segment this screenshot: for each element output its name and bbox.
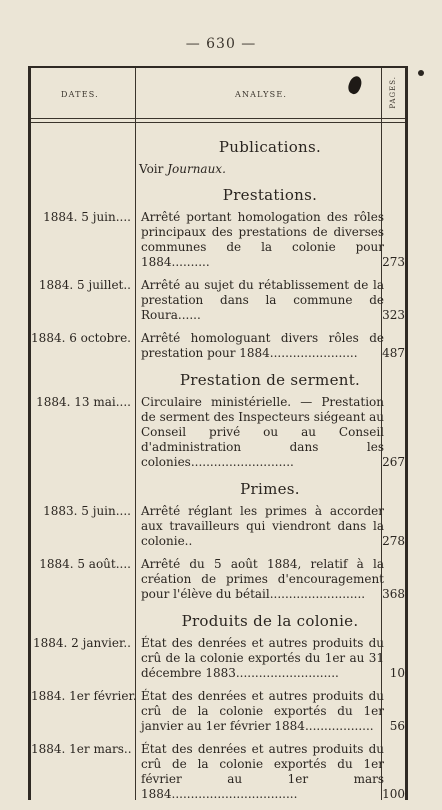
entry-page: 278 bbox=[382, 534, 405, 548]
section-title-serment: Prestation de serment. bbox=[179, 371, 361, 389]
section-title-publications: Publications. bbox=[218, 138, 322, 156]
entry-date: 1884. 1er février. bbox=[31, 689, 137, 703]
entry-row bbox=[31, 278, 405, 323]
section-title-prestations: Prestations. bbox=[222, 186, 318, 204]
entry-row bbox=[31, 331, 405, 361]
page-number: — 630 — bbox=[185, 36, 257, 52]
entry-row bbox=[31, 504, 405, 549]
entry-page: 267 bbox=[382, 455, 405, 469]
entry-date: 1884. 6 octobre. bbox=[31, 331, 131, 345]
entry-text: Arrêté portant homologation des rôles principaux des prestations de diverses communes de la colonie pour 1884.......... bbox=[141, 210, 384, 269]
entry-date: 1884. 2 janvier.. bbox=[33, 636, 131, 650]
entry-date: 1884. 5 juin.... bbox=[43, 210, 131, 224]
entry-text: Arrêté homologuant divers rôles de prestation pour 1884....................... bbox=[141, 331, 384, 360]
entry-page: 487 bbox=[382, 346, 405, 360]
entry-page: 56 bbox=[389, 719, 405, 733]
entry-date: 1884. 13 mai.... bbox=[36, 395, 131, 409]
analyse-header: ANALYSE. bbox=[235, 90, 288, 99]
entry-row bbox=[31, 557, 405, 602]
margin-dot bbox=[418, 70, 424, 76]
entry-date: 1884. 1er mars.. bbox=[31, 742, 132, 756]
entry-date: 1883. 5 juin.... bbox=[43, 504, 131, 518]
section-title-primes: Primes. bbox=[240, 480, 300, 498]
entry-page: 10 bbox=[389, 666, 405, 680]
entry-row bbox=[31, 636, 405, 681]
voir-prefix: Voir bbox=[139, 162, 168, 176]
pages-header: PAGES. bbox=[389, 76, 397, 109]
entries bbox=[31, 128, 405, 810]
entry-text: Arrêté du 5 août 1884, relatif à la création de primes d'encouragement pour l'élève du bétail......................... bbox=[141, 557, 384, 601]
dates-header: DATES. bbox=[61, 90, 99, 99]
entry-row bbox=[31, 689, 405, 734]
index-table bbox=[28, 66, 408, 800]
header-double-rule bbox=[31, 118, 405, 123]
entry-text: État des denrées et autres produits du crû de la colonie exportés du 1er au 31 décembre 1883........................... bbox=[141, 636, 384, 680]
entry-text: État des denrées et autres produits du crû de la colonie exportés du 1er février au 1er mars 1884................................. bbox=[141, 742, 384, 801]
voir-target: Journaux. bbox=[167, 162, 226, 176]
section-title-produits: Produits de la colonie. bbox=[181, 612, 359, 630]
entry-page: 100 bbox=[382, 787, 405, 801]
entry-page: 368 bbox=[382, 587, 405, 601]
entry-text: Arrêté au sujet du rétablissement de la prestation dans la commune de Roura...... bbox=[141, 278, 384, 322]
voir-reference bbox=[31, 162, 405, 176]
entry-text: Circulaire ministérielle. — Prestation de serment des Inspecteurs siégeant au Conseil privé ou au Conseil d'administration dans les colonies........................... bbox=[141, 395, 384, 469]
entry-page: 323 bbox=[382, 308, 405, 322]
entry-row bbox=[31, 742, 405, 802]
entry-row bbox=[31, 210, 405, 270]
entry-text: Arrêté réglant les primes à accorder aux travailleurs qui viendront dans la colonie.. bbox=[141, 504, 384, 548]
entry-text: État des denrées et autres produits du crû de la colonie exportés du 1er janvier au 1er février 1884.................. bbox=[141, 689, 384, 733]
entry-date: 1884. 5 juillet.. bbox=[38, 278, 131, 292]
entry-date: 1884. 5 août.... bbox=[39, 557, 131, 571]
entry-page: 273 bbox=[382, 255, 405, 269]
entry-row bbox=[31, 395, 405, 470]
